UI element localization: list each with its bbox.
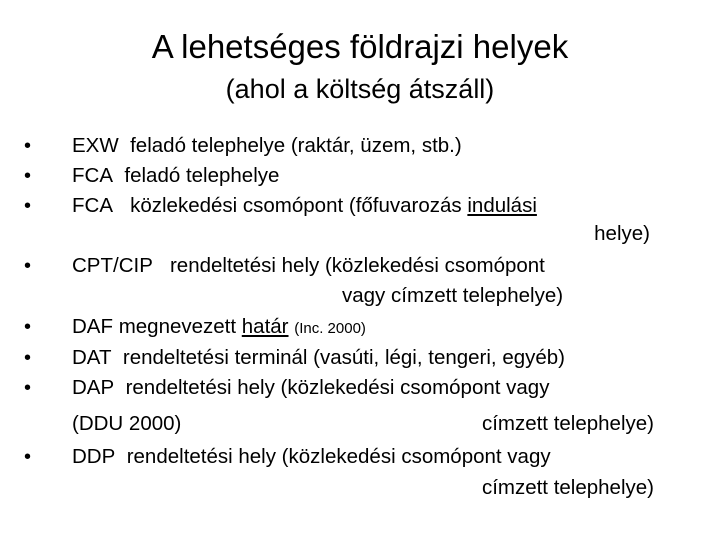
incoterm-code: DAF <box>72 315 113 338</box>
incoterm-description: rendeltetési terminál (vasúti, légi, tengeri, egyéb) <box>122 346 566 369</box>
slide-subtitle: (ahol a költség átszáll) <box>225 74 495 104</box>
bullet-icon: • <box>24 446 32 468</box>
incoterm-description: feladó telephelye <box>124 164 280 187</box>
bullet-icon: • <box>24 316 32 338</box>
list-item-dap <box>72 376 549 400</box>
incoterm-description-continued: vagy címzett telephelye) <box>342 284 564 307</box>
incoterm-code: DDP <box>72 445 116 468</box>
bullet-icon: • <box>24 347 32 369</box>
incoterm-code: DAT <box>72 346 112 369</box>
incoterm-description-continued: címzett telephelye) <box>481 476 654 499</box>
incoterm-code: CPT/CIP <box>72 254 153 277</box>
incoterm-code: DAP <box>72 376 115 399</box>
incoterm-description: rendeltetési hely (közlekedési csomópont vagy <box>126 445 551 468</box>
list-item-dat <box>72 346 565 370</box>
list-item-daf <box>72 315 366 341</box>
incoterm-description: közlekedési csomópont (főfuvarozás <box>130 194 468 217</box>
slide-title: A lehetséges földrajzi helyek <box>151 28 569 65</box>
incoterm-description: feladó telephelye (raktár, üzem, stb.) <box>130 134 462 157</box>
incoterm-description: rendeltetési hely (közlekedési csomópont vagy <box>125 376 550 399</box>
bullet-icon: • <box>24 255 32 277</box>
incoterm-description: rendeltetési hely (közlekedési csomópont <box>169 254 545 277</box>
list-item-fca-2 <box>72 194 537 218</box>
bullet-icon: • <box>24 165 32 187</box>
underlined-word: indulási <box>467 194 537 217</box>
edition-note: (DDU 2000) <box>72 412 182 435</box>
bullet-icon: • <box>24 377 32 399</box>
underlined-word: határ <box>241 315 289 338</box>
incoterm-code: FCA <box>72 164 113 187</box>
incoterm-code: EXW <box>72 134 119 157</box>
list-item-cpt-cip <box>72 254 545 278</box>
incoterm-code: FCA <box>72 194 113 217</box>
incoterm-description-continued: címzett telephelye) <box>481 412 654 435</box>
edition-note: (Inc. 2000) <box>294 320 366 337</box>
incoterm-description: megnevezett <box>118 315 242 338</box>
list-item-exw <box>72 134 462 158</box>
bullet-icon: • <box>24 195 32 217</box>
list-item-ddp <box>72 445 551 469</box>
list-item-fca <box>72 164 279 188</box>
bullet-icon: • <box>24 135 32 157</box>
incoterm-description-continued: helye) <box>594 222 650 245</box>
